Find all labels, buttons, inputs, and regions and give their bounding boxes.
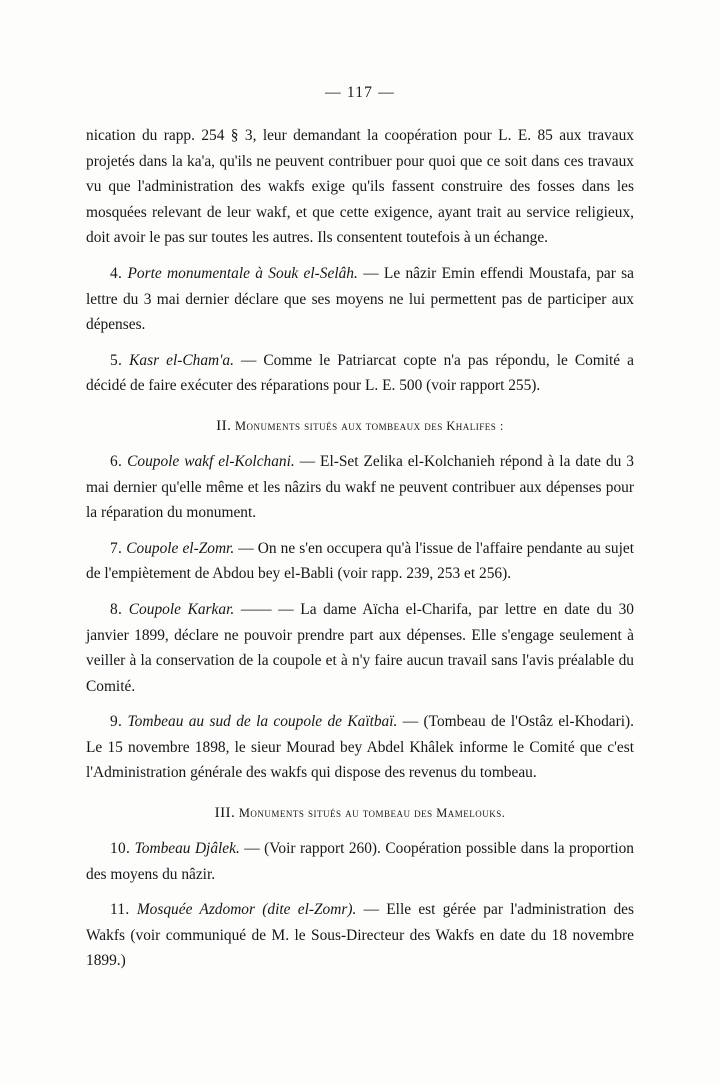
section-heading-3 bbox=[86, 804, 634, 822]
section-numeral: III. bbox=[214, 804, 236, 822]
item-title: Kasr el-Cham'a. bbox=[129, 351, 234, 369]
page-number: — 117 — bbox=[325, 84, 395, 101]
item-text: El-Set Zelika el-Kolchanieh répond à la date du 3 mai dernier qu'elle même et les nâzirs du wakf ne peuvent contribuer aux dépenses pour la réparation du monument. bbox=[86, 452, 634, 522]
section-label: Monuments situés aux tombeaux des Khalifes : bbox=[234, 418, 504, 433]
item-number: 8. bbox=[110, 600, 123, 618]
item-number: 6. bbox=[110, 452, 123, 470]
list-item-9 bbox=[86, 709, 634, 786]
item-dash: — bbox=[299, 452, 316, 470]
paragraph-continuation: nication du rapp. 254 § 3, leur demandant la coopération pour L. E. 85 aux travaux projetés dans la ka'a, qu'ils ne peuvent contribuer pour quoi que ce soit dans ces travaux vu que l'administration des wakfs exige qu'ils fassent construire des fosses dans les mosquées relevant de leur wakf, et que cette exigence, ayant trait au service religieux, doit avoir le pas sur toutes les autres. Ils consentent toutefois à un échange. bbox=[86, 127, 634, 247]
item-text: Elle est gérée par l'administration des Wakfs (voir communiqué de M. le Sous-Directeur des Wakfs en date du 18 novembre 1899.) bbox=[86, 901, 634, 970]
item-title: Tombeau Djâlek. bbox=[134, 840, 240, 858]
item-title: Mosquée Azdomor (dite el-Zomr). bbox=[136, 901, 357, 919]
item-number: 5. bbox=[110, 351, 123, 369]
section-heading-2 bbox=[86, 417, 634, 435]
list-item-10 bbox=[86, 836, 634, 887]
item-dash: — bbox=[238, 539, 254, 557]
item-title: Coupole el-Zomr. bbox=[126, 539, 235, 557]
item-dash: — bbox=[402, 713, 419, 731]
item-number: 4. bbox=[110, 264, 123, 282]
section-label: Monuments situés au tombeau des Mamelouks. bbox=[238, 806, 506, 821]
item-text: (Tombeau de l'Ostâz el-Khodari). Le 15 novembre 1898, le sieur Mourad bey Abdel Khâlek informe le Comité que c'est l'Administration générale des wakfs qui dispose des revenus du tombeau. bbox=[86, 713, 634, 782]
item-dash: — bbox=[244, 840, 260, 858]
item-dash: — bbox=[240, 351, 257, 369]
item-text: (Voir rapport 260). Coopération possible dans la proportion des moyens du nâzir. bbox=[86, 840, 635, 883]
list-item-8 bbox=[86, 597, 634, 699]
item-text: On ne s'en occupera qu'à l'issue de l'affaire pendante au sujet de l'empiètement de Abdou bey el-Babli (voir rapp. 239, 253 et 256). bbox=[86, 539, 634, 583]
item-title: Coupole Karkar. bbox=[128, 600, 235, 618]
list-item-4 bbox=[86, 261, 634, 338]
item-title: Coupole wakf el-Kolchani. bbox=[127, 452, 295, 470]
item-dash: — bbox=[363, 264, 379, 282]
item-text: La dame Aïcha el-Charifa, par lettre en date du 30 janvier 1899, déclare ne pouvoir prendre part aux dépenses. Elle s'engage seulement à veiller à la conservation de la coupole et à n'y faire aucun travail sans l'avis préalable du Comité. bbox=[86, 600, 634, 695]
item-dash: — bbox=[363, 901, 379, 919]
item-title: Porte monumentale à Souk el-Selâh. bbox=[127, 264, 358, 282]
item-number: 10. bbox=[110, 840, 131, 858]
list-item-11 bbox=[86, 897, 634, 974]
item-dash: —— — bbox=[240, 600, 294, 618]
item-text: Comme le Patriarcat copte n'a pas répondu, le Comité a décidé de faire exécuter des réparations pour L. E. 500 (voir rapport 255). bbox=[86, 351, 634, 395]
item-number: 11. bbox=[110, 901, 130, 919]
list-item-5 bbox=[86, 348, 634, 399]
page-body bbox=[86, 123, 634, 975]
list-item-7 bbox=[86, 536, 634, 587]
list-item-6 bbox=[86, 449, 634, 526]
item-number: 9. bbox=[110, 713, 123, 731]
item-title: Tombeau au sud de la coupole de Kaïtbaï. bbox=[127, 713, 398, 731]
section-numeral: II. bbox=[216, 416, 232, 434]
item-text: Le nâzir Emin effendi Moustafa, par sa lettre du 3 mai dernier déclare que ses moyens ne lui permettent pas de participer aux dépenses. bbox=[86, 264, 635, 334]
item-number: 7. bbox=[110, 539, 123, 557]
